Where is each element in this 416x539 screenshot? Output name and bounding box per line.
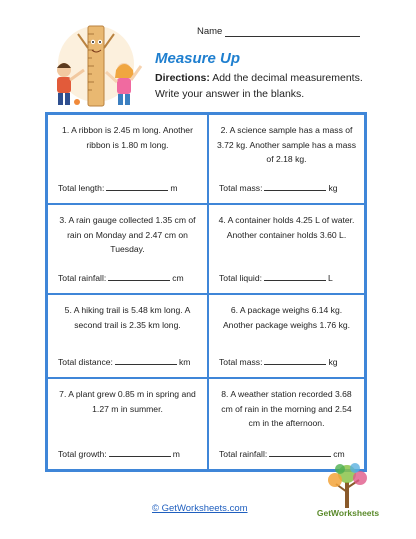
problem-5-question: 5. A hiking trail is 5.48 km long. A second trail is 2.35 km long. [64,305,191,330]
problem-2-answer-blank[interactable] [264,182,326,191]
problem-2-question: 2. A science sample has a mass of 3.72 kg. Another sample has a mass of 2.18 kg. [216,125,356,164]
problem-7-answer-row [58,447,199,462]
problem-4-answer-blank[interactable] [264,272,326,281]
problem-6 [208,294,365,378]
problem-4 [208,204,365,294]
name-input-line[interactable] [225,27,360,37]
problem-8-answer-blank[interactable] [269,448,331,457]
problem-3 [47,204,208,294]
problem-3-question: 3. A rain gauge collected 1.35 cm of rain on Monday and 2.47 cm on Tuesday. [59,215,196,254]
problem-5-unit: km [178,356,191,367]
problem-1-unit: m [170,182,178,193]
problem-2-unit: kg [328,182,338,193]
problem-7-answer-label: Total growth: [58,448,107,459]
logo-text: GetWorksheets [316,508,380,518]
worksheet-title: Measure Up [155,50,241,67]
problem-1-answer-blank[interactable] [106,182,168,191]
problem-4-answer-label: Total liquid: [219,272,262,283]
problem-2-answer-label: Total mass: [219,182,263,193]
problem-1 [47,114,208,204]
problem-1-answer-row [58,181,199,196]
problem-8-unit: cm [333,448,345,459]
problem-7-unit: m [172,448,180,459]
problem-6-answer-blank[interactable] [264,356,326,365]
problem-1-answer-label: Total length: [58,182,105,193]
problem-1-question: 1. A ribbon is 2.45 m long. Another ribbon is 1.80 m long. [62,125,193,150]
problem-7-question: 7. A plant grew 0.85 m in spring and 1.27 m in summer. [59,389,196,414]
name-label: Name [197,26,223,37]
problem-5-answer-blank[interactable] [115,356,177,365]
problem-8-answer-label: Total rainfall: [219,448,268,459]
problem-grid [45,112,367,472]
name-field-row [197,26,360,37]
problem-8-question: 8. A weather station recorded 3.68 cm of rain in the morning and 2.54 cm in the afternoon. [221,389,352,428]
directions [155,71,385,102]
kids-with-ruler-illustration [44,20,149,110]
problem-3-answer-label: Total rainfall: [58,272,107,283]
problem-5-answer-row [58,355,199,370]
problem-7 [47,378,208,470]
problem-6-answer-label: Total mass: [219,356,263,367]
problem-3-unit: cm [172,272,184,283]
problem-6-question: 6. A package weighs 6.14 kg. Another package weighs 1.76 kg. [222,305,351,330]
problem-4-unit: L [328,272,333,283]
problem-6-unit: kg [328,356,338,367]
problem-4-question: 4. A container holds 4.25 L of water. Another container holds 3.60 L. [218,215,355,240]
problem-4-answer-row [219,271,356,286]
problem-5 [47,294,208,378]
problem-2 [208,114,365,204]
directions-text: Add the decimal measurements. Write your answer in the blanks. [155,72,363,100]
problem-3-answer-row [58,271,199,286]
footer-site-link[interactable]: © GetWorksheets.com [152,503,248,514]
problem-5-answer-label: Total distance: [58,356,113,367]
problem-7-answer-blank[interactable] [109,448,171,457]
problem-6-answer-row [219,355,356,370]
problem-2-answer-row [219,181,356,196]
problem-8 [208,378,365,470]
problem-3-answer-blank[interactable] [108,272,170,281]
directions-label: Directions: [155,72,210,84]
